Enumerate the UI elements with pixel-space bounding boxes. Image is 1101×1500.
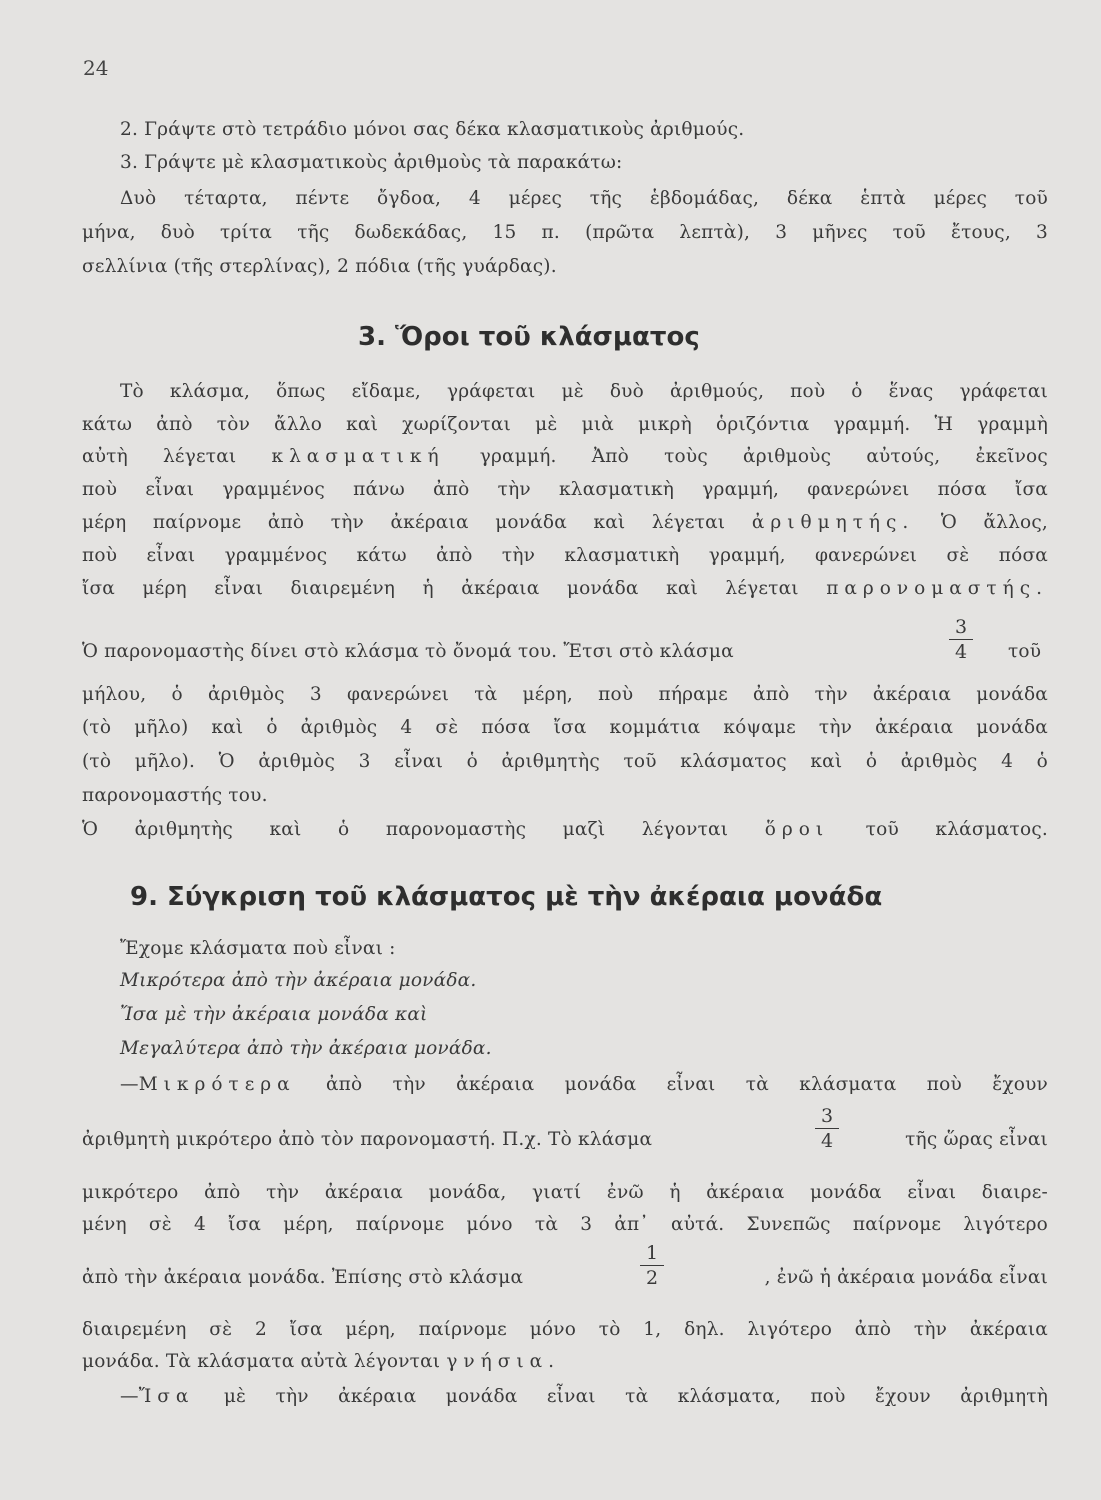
section-heading-comparison: 9. Σύγκριση τοῦ κλάσματος μὲ τὴν ἀκέραια μονάδα xyxy=(130,882,883,912)
fraction-bar xyxy=(815,1128,839,1129)
paragraph-line: (τὸ μῆλο) καὶ ὁ ἀριθμὸς 4 σὲ πόσα ἴσα κομμάτια κόψαμε τὴν ἀκέραια μονάδα xyxy=(82,717,1048,738)
paragraph-line xyxy=(120,1073,1048,1097)
text: ἴσα μέρη εἶναι διαιρεμένη ἡ ἀκέραια μονάδα καὶ λέγεται xyxy=(82,578,799,599)
fraction-bar xyxy=(949,639,973,640)
text: μὲ τὴν ἀκέραια μονάδα εἶναι τὰ κλάσματα, ποὺ ἔχουν ἀριθμητὴ xyxy=(223,1386,1048,1407)
paragraph-line xyxy=(82,1350,1048,1374)
paragraph-line: διαιρεμένη σὲ 2 ἴσα μέρη, παίρνομε μόνο τὸ 1, δηλ. λιγότερο ἀπὸ τὴν ἀκέραια xyxy=(82,1319,1048,1340)
exercise-3-text-line: σελλίνια (τῆς στερλίνας), 2 πόδια (τῆς γυάρδας). xyxy=(82,256,557,277)
paragraph-line: ἀπὸ τὴν ἀκέραια μονάδα. Ἐπίσης στὸ κλάσμα xyxy=(82,1267,524,1288)
paragraph-line: μικρότερο ἀπὸ τὴν ἀκέραια μονάδα, γιατί ἐνῶ ἡ ἀκέραια μονάδα εἶναι διαιρε- xyxy=(82,1182,1048,1203)
exercise-3-text-line: Δυὸ τέταρτα, πέντε ὄγδοα, 4 μέρες τῆς ἑβδομάδας, δέκα ἑπτὰ μέρες τοῦ xyxy=(120,188,1048,209)
intro-line: Ἔχομε κλάσματα ποὺ εἶναι : xyxy=(120,938,396,959)
paragraph-line-end: τῆς ὥρας εἶναι xyxy=(905,1129,1048,1150)
paragraph-line-end: τοῦ xyxy=(1008,641,1042,662)
paragraph-line: ποὺ εἶναι γραμμένος κάτω ἀπὸ τὴν κλασματικὴ γραμμή, φανερώνει σὲ πόσα xyxy=(82,545,1048,566)
paragraph-line xyxy=(82,818,1048,842)
fraction-bar xyxy=(640,1265,664,1266)
fraction-3-4 xyxy=(815,1106,839,1151)
exercise-3-text-line: μήνα, δυὸ τρίτα τῆς δωδεκάδας, 15 π. (πρῶτα λεπτὰ), 3 μῆνες τοῦ ἔτους, 3 xyxy=(82,222,1048,243)
paragraph-line: Ὁ παρονομαστὴς δίνει στὸ κλάσμα τὸ ὄνομά του. Ἔτσι στὸ κλάσμα xyxy=(82,641,734,662)
spaced-term: Ἴσα xyxy=(138,1386,195,1407)
text: Ὁ ἄλλος, xyxy=(940,512,1048,533)
paragraph-line: (τὸ μῆλο). Ὁ ἀριθμὸς 3 εἶναι ὁ ἀριθμητὴς τοῦ κλάσματος καὶ ὁ ἀριθμὸς 4 ὁ xyxy=(82,751,1048,772)
paragraph-line xyxy=(82,445,1048,469)
paragraph-line: παρονομαστής του. xyxy=(82,785,268,806)
exercise-2: 2. Γράψτε στὸ τετράδιο μόνοι σας δέκα κλασματικοὺς ἀριθμούς. xyxy=(120,119,745,140)
text: γραμμή. Ἀπὸ τοὺς ἀριθμοὺς αὐτούς, ἐκεῖνος xyxy=(479,446,1048,467)
paragraph-line xyxy=(120,1385,1048,1409)
paragraph-line: Τὸ κλάσμα, ὅπως εἴδαμε, γράφεται μὲ δυὸ ἀριθμούς, ποὺ ὁ ἕνας γράφεται xyxy=(120,381,1048,402)
page-number: 24 xyxy=(83,56,109,80)
numerator: 1 xyxy=(645,1242,659,1264)
fraction-3-4 xyxy=(949,617,973,662)
text: μέρη παίρνομε ἀπὸ τὴν ἀκέραια μονάδα καὶ λέγεται xyxy=(82,512,726,533)
italic-item: Μεγαλύτερα ἀπὸ τὴν ἀκέραια μονάδα. xyxy=(120,1038,492,1059)
paragraph-line: ποὺ εἶναι γραμμένος πάνω ἀπὸ τὴν κλασματικὴ γραμμή, φανερώνει πόσα ἴσα xyxy=(82,479,1048,500)
spaced-term: ἀριθμητής. xyxy=(751,512,915,533)
paragraph-line: κάτω ἀπὸ τὸν ἄλλο καὶ χωρίζονται μὲ μιὰ μικρὴ ὁριζόντια γραμμή. Ἡ γραμμὴ xyxy=(82,414,1048,435)
text: μονάδα. Τὰ κλάσματα αὐτὰ λέγονται xyxy=(82,1351,441,1372)
denominator: 4 xyxy=(954,641,968,663)
denominator: 4 xyxy=(820,1130,834,1152)
spaced-term: ὅροι xyxy=(764,819,830,840)
text: τοῦ κλάσματος. xyxy=(865,819,1048,840)
dash: — xyxy=(120,1386,139,1407)
paragraph-line xyxy=(82,511,1048,535)
paragraph-line: μήλου, ὁ ἀριθμὸς 3 φανερώνει τὰ μέρη, ποὺ πήραμε ἀπὸ τὴν ἀκέραια μονάδα xyxy=(82,684,1048,705)
paragraph-line: ἀριθμητὴ μικρότερο ἀπὸ τὸν παρονομαστή. Π.χ. Τὸ κλάσμα xyxy=(82,1129,653,1150)
text: αὐτὴ λέγεται xyxy=(82,446,237,467)
dash: — xyxy=(120,1074,139,1095)
section-heading-terms: 3. Ὅροι τοῦ κλάσματος xyxy=(358,322,700,352)
exercise-3: 3. Γράψτε μὲ κλασματικοὺς ἀριθμοὺς τὰ παρακάτω: xyxy=(120,152,623,173)
spaced-term: κλασματική xyxy=(271,446,445,467)
spaced-term: γνήσια. xyxy=(446,1351,560,1372)
paragraph-line-end: , ἐνῶ ἡ ἀκέραια μονάδα εἶναι xyxy=(764,1267,1048,1288)
paragraph-line xyxy=(82,577,1048,601)
denominator: 2 xyxy=(645,1267,659,1289)
text: ἀπὸ τὴν ἀκέραια μονάδα εἶναι τὰ κλάσματα ποὺ ἔχουν xyxy=(325,1074,1048,1095)
numerator: 3 xyxy=(820,1105,834,1127)
fraction-1-2 xyxy=(640,1243,664,1288)
text: Ὁ ἀριθμητὴς καὶ ὁ παρονομαστὴς μαζὶ λέγονται xyxy=(82,819,729,840)
paragraph-line: μένη σὲ 4 ἴσα μέρη, παίρνομε μόνο τὰ 3 ἀπ᾿ αὐτά. Συνεπῶς παίρνομε λιγότερο xyxy=(82,1214,1048,1235)
spaced-term: Μικρότερα xyxy=(138,1074,296,1095)
italic-item: Μικρότερα ἀπὸ τὴν ἀκέραια μονάδα. xyxy=(120,970,477,991)
italic-item: Ἴσα μὲ τὴν ἀκέραια μονάδα καὶ xyxy=(120,1004,428,1025)
numerator: 3 xyxy=(954,616,968,638)
spaced-term: παρονομαστής. xyxy=(826,578,1048,599)
